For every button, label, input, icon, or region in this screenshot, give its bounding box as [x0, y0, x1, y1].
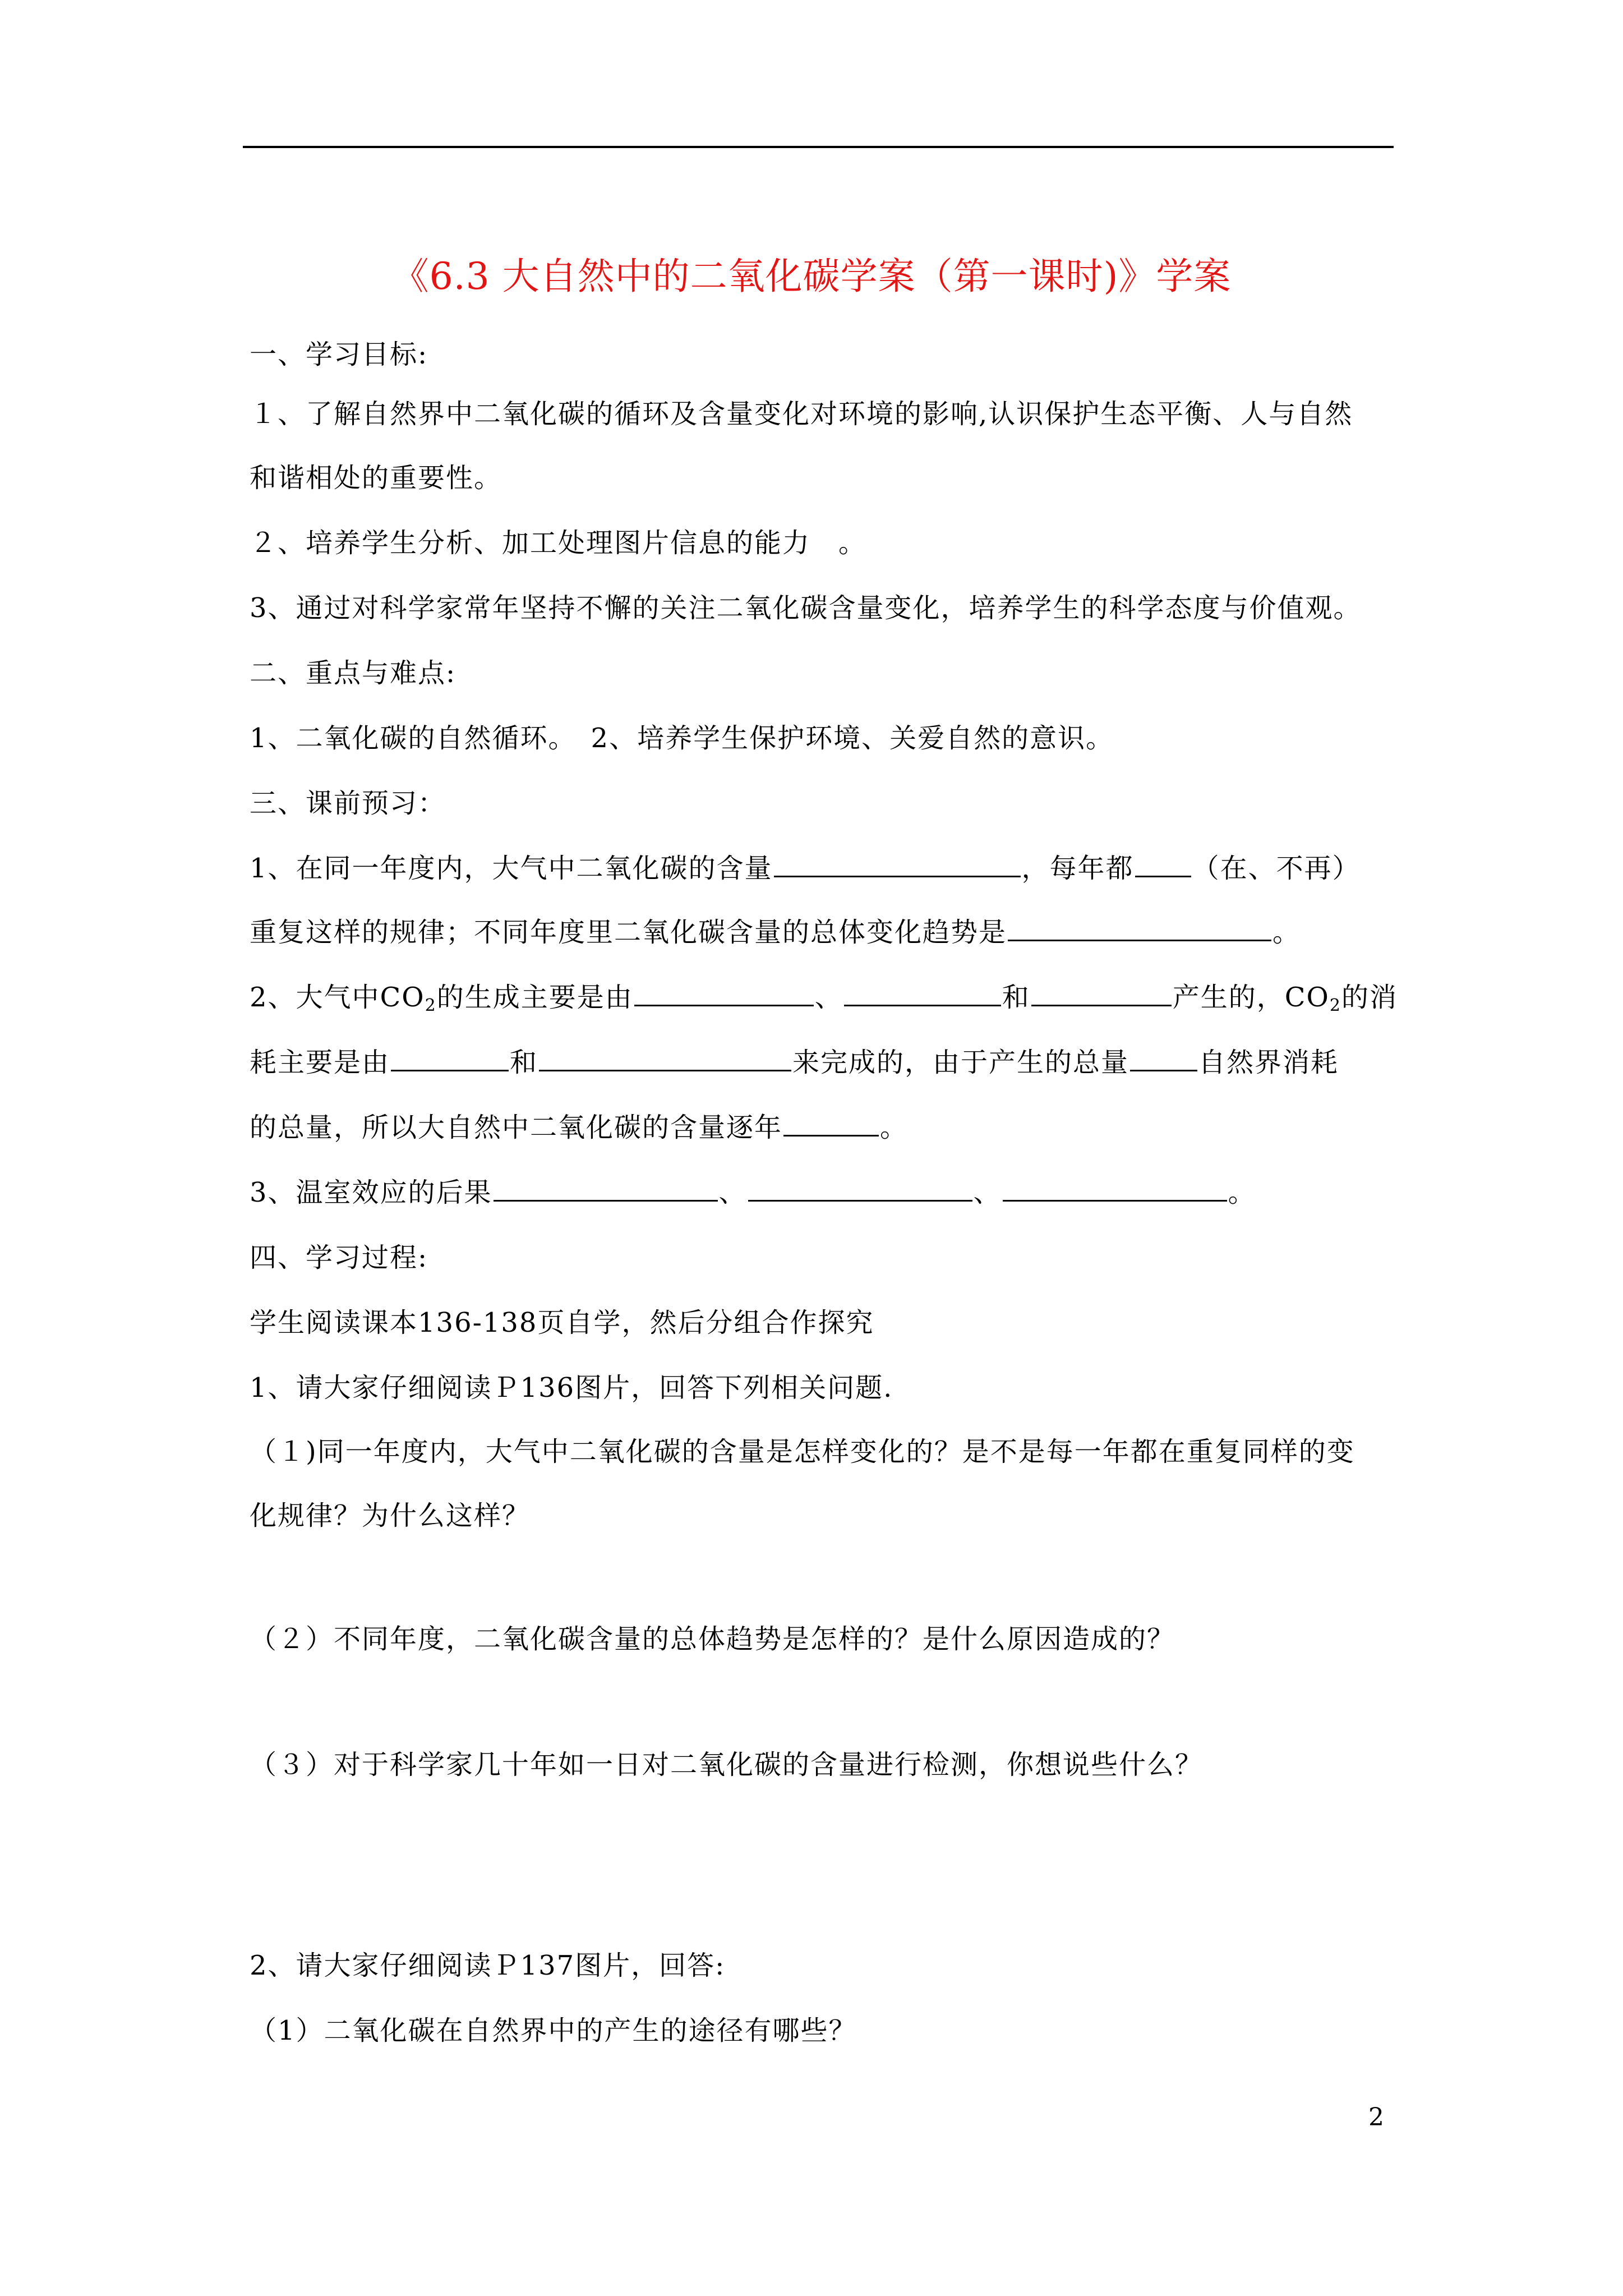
q2-text-j: 自然界消耗	[1198, 1047, 1339, 1078]
q2-text-h: 和	[510, 1047, 538, 1078]
q2-blank-5[interactable]	[539, 1069, 791, 1071]
preview-question-2-line-2	[250, 1040, 1339, 1085]
q2-text-k: 的总量，所以大自然中二氧化碳的含量逐年	[250, 1112, 783, 1143]
q2-blank-7[interactable]	[783, 1134, 879, 1137]
q1-blank-3[interactable]	[1008, 939, 1271, 941]
process-question-1-1-line-1: （１)同一年度内，大气中二氧化碳的含量是怎样变化的？是不是每一年都在重复同样的变	[250, 1436, 1355, 1467]
preview-question-2-line-1	[250, 975, 1398, 1028]
q2-text-l: 。	[880, 1112, 909, 1143]
section-heading-preview: 三、课前预习：	[250, 788, 446, 819]
q3-blank-1[interactable]	[494, 1199, 718, 1202]
q2-text-d: 和	[1002, 982, 1030, 1013]
key-points: 1、二氧化碳的自然循环。 2、培养学生保护环境、关爱自然的意识。	[250, 723, 1114, 754]
q1-text-b: ，每年都	[1021, 853, 1134, 884]
q2-text-f: 的消	[1341, 982, 1398, 1013]
objective-3: 3、通过对科学家常年坚持不懈的关注二氧化碳含量变化，培养学生的科学态度与价值观。	[250, 592, 1362, 624]
co2-subscript: 2	[425, 996, 437, 1015]
objective-1-line-2: 和谐相处的重要性。	[250, 462, 502, 494]
q2-text-g: 耗主要是由	[250, 1047, 390, 1078]
q2-text-i: 来完成的，由于产生的总量	[792, 1047, 1129, 1078]
q1-text-d: 重复这样的规律；不同年度里二氧化碳含量的总体变化趋势是	[250, 917, 1007, 948]
q3-text-a: 3、温室效应的后果	[250, 1177, 492, 1208]
q1-text-c: （在、不再）	[1192, 853, 1361, 884]
q3-blank-2[interactable]	[748, 1199, 972, 1202]
q2-blank-6[interactable]	[1130, 1069, 1197, 1071]
q2-text-e: 产生的，CO	[1172, 982, 1330, 1013]
q2-blank-2[interactable]	[844, 1004, 1001, 1006]
process-question-1: 1、请大家仔细阅读Ｐ136图片，回答下列相关问题.	[250, 1372, 893, 1404]
q3-text-d: 。	[1228, 1177, 1256, 1208]
objective-1-line-1: １、了解自然界中二氧化碳的循环及含量变化对环境的影响,认识保护生态平衡、人与自然	[250, 398, 1353, 430]
section-heading-objectives: 一、学习目标:	[250, 339, 428, 370]
section-heading-key-points: 二、重点与难点:	[250, 657, 457, 689]
preview-question-1-line-2	[250, 910, 1301, 955]
q2-text-c: 、	[814, 982, 843, 1013]
q2-blank-1[interactable]	[634, 1004, 814, 1006]
q2-blank-3[interactable]	[1031, 1004, 1172, 1006]
q1-blank-2[interactable]	[1135, 875, 1191, 877]
co2-subscript: 2	[1329, 996, 1341, 1015]
q2-blank-4[interactable]	[391, 1069, 509, 1071]
objective-2: ２、培养学生分析、加工处理图片信息的能力 。	[250, 527, 867, 559]
q3-blank-3[interactable]	[1003, 1199, 1227, 1202]
q3-text-b: 、	[718, 1177, 747, 1208]
process-question-1-2: （２）不同年度，二氧化碳含量的总体趋势是怎样的？是什么原因造成的？	[250, 1623, 1175, 1655]
q1-text-e: 。	[1272, 917, 1301, 948]
process-question-2-1: （1）二氧化碳在自然界中的产生的途径有哪些？	[250, 2015, 857, 2046]
process-question-1-1-line-2: 化规律？为什么这样？	[250, 1500, 531, 1531]
document-title: 《6.3 大自然中的二氧化碳学案（第一课时)》学案	[391, 255, 1232, 298]
page-number: 2	[1368, 2103, 1384, 2132]
q1-text-a: 1、在同一年度内，大气中二氧化碳的含量	[250, 853, 773, 884]
q3-text-c: 、	[973, 1177, 1002, 1208]
preview-question-1-line-1	[250, 846, 1361, 891]
preview-question-3	[250, 1170, 1256, 1215]
process-intro: 学生阅读课本136-138页自学，然后分组合作探究	[250, 1307, 874, 1338]
q2-text-a: 2、大气中CO	[250, 982, 425, 1013]
preview-question-2-line-3	[250, 1105, 908, 1150]
process-question-2: 2、请大家仔细阅读Ｐ137图片，回答:	[250, 1950, 726, 1981]
q2-text-b: 的生成主要是由	[436, 982, 633, 1013]
q1-blank-1[interactable]	[774, 875, 1021, 877]
section-heading-process: 四、学习过程:	[250, 1242, 428, 1273]
process-question-1-3: （３）对于科学家几十年如一日对二氧化碳的含量进行检测，你想说些什么？	[250, 1749, 1204, 1780]
header-rule	[243, 146, 1394, 148]
